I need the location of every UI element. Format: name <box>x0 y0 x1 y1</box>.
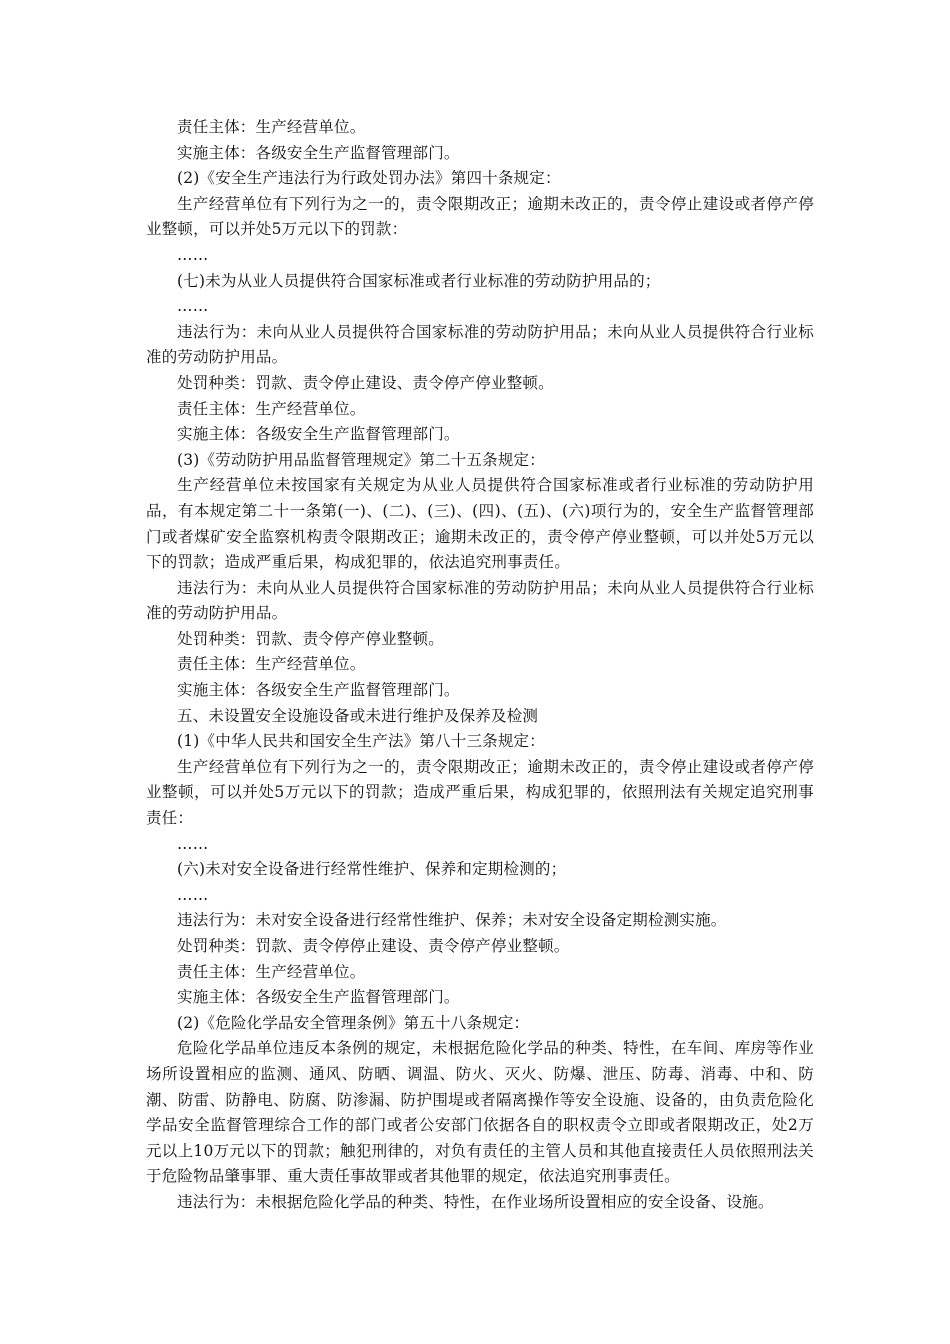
paragraph: 实施主体：各级安全生产监督管理部门。 <box>177 425 460 444</box>
section-heading: 五、未设置安全设施设备或未进行维护及保养及检测 <box>177 706 539 725</box>
paragraph: 生产经营单位有下列行为之一的，责令限期改正；逾期未改正的，责令停止建设或者停产停业整顿，可以并处5万元以下的罚款： <box>146 194 814 239</box>
paragraph: (1)《中华人民共和国安全生产法》第八十三条规定： <box>177 732 545 751</box>
paragraph: 责任主体：生产经营单位。 <box>177 399 366 418</box>
paragraph: (六)未对安全设备进行经常性维护、保养和定期检测的； <box>177 860 567 879</box>
paragraph: 违法行为：未向从业人员提供符合国家标准的劳动防护用品；未向从业人员提供符合行业标准的劳动防护用品。 <box>146 578 814 623</box>
paragraph: 危险化学品单位违反本条例的规定，未根据危险化学品的种类、特性，在车间、库房等作业场所设置相应的监测、通风、防晒、调温、防火、灭火、防爆、泄压、防毒、消毒、中和、防潮、防雷、防静电、防腐、防渗漏、防护围堤或者隔离操作等安全设施、设备的，由负责危险化学品安全监督管理综合工作的部门或者公安部门依据各自的职权责令立即或者限期改正，处2万元以上10万元以下的罚款；触犯刑律的，对负有责任的主管人员和其他直接责任人员依照刑法关于危险物品肇事罪、重大责任事故罪或者其他罪的规定，依法追究刑事责任。 <box>146 1039 814 1186</box>
paragraph: 责任主体：生产经营单位。 <box>177 962 366 981</box>
paragraph: (2)《安全生产违法行为行政处罚办法》第四十条规定： <box>177 169 561 188</box>
paragraph: …… <box>177 297 209 316</box>
paragraph: (3)《劳动防护用品监督管理规定》第二十五条规定： <box>177 450 545 469</box>
paragraph: 生产经营单位未按国家有关规定为从业人员提供符合国家标准或者行业标准的劳动防护用品，有本规定第二十一条第(一)、(二)、(三)、(四)、(五)、(六)项行为的，安全生产监督管理部门或者煤矿安全监察机构责令限期改正；逾期未改正的，责令停产停业整顿，可以并处5万元以下的罚款；造成严重后果，构成犯罪的，依法追究刑事责任。 <box>146 476 814 572</box>
paragraph: 违法行为：未根据危险化学品的种类、特性，在作业场所设置相应的安全设备、设施。 <box>177 1192 774 1211</box>
paragraph: 实施主体：各级安全生产监督管理部门。 <box>177 681 460 700</box>
paragraph: (七)未为从业人员提供符合国家标准或者行业标准的劳动防护用品的； <box>177 271 661 290</box>
paragraph: 处罚种类：罚款、责令停止建设、责令停产停业整顿。 <box>177 373 554 392</box>
document-body <box>146 115 814 1216</box>
paragraph: 责任主体：生产经营单位。 <box>177 655 366 674</box>
paragraph: …… <box>177 245 209 264</box>
paragraph: 处罚种类：罚款、责令停停止建设、责令停产停业整顿。 <box>177 937 570 955</box>
paragraph: 生产经营单位有下列行为之一的，责令限期改正；逾期未改正的，责令停止建设或者停产停业整顿，可以并处5万元以下的罚款；造成严重后果，构成犯罪的，依照刑法有关规定追究刑事责任： <box>146 757 814 828</box>
paragraph: 处罚种类：罚款、责令停产停业整顿。 <box>177 629 444 648</box>
paragraph: 违法行为：未对安全设备进行经常性维护、保养；未对安全设备定期检测实施。 <box>177 911 727 930</box>
paragraph: 责任主体：生产经营单位。 <box>177 118 366 136</box>
paragraph: 违法行为：未向从业人员提供符合国家标准的劳动防护用品；未向从业人员提供符合行业标准的劳动防护用品。 <box>146 322 814 367</box>
paragraph: (2)《危险化学品安全管理条例》第五十八条规定： <box>177 1013 530 1032</box>
paragraph: …… <box>177 834 209 853</box>
paragraph: 实施主体：各级安全生产监督管理部门。 <box>177 988 460 1007</box>
paragraph: …… <box>177 885 209 904</box>
paragraph: 实施主体：各级安全生产监督管理部门。 <box>177 143 460 162</box>
